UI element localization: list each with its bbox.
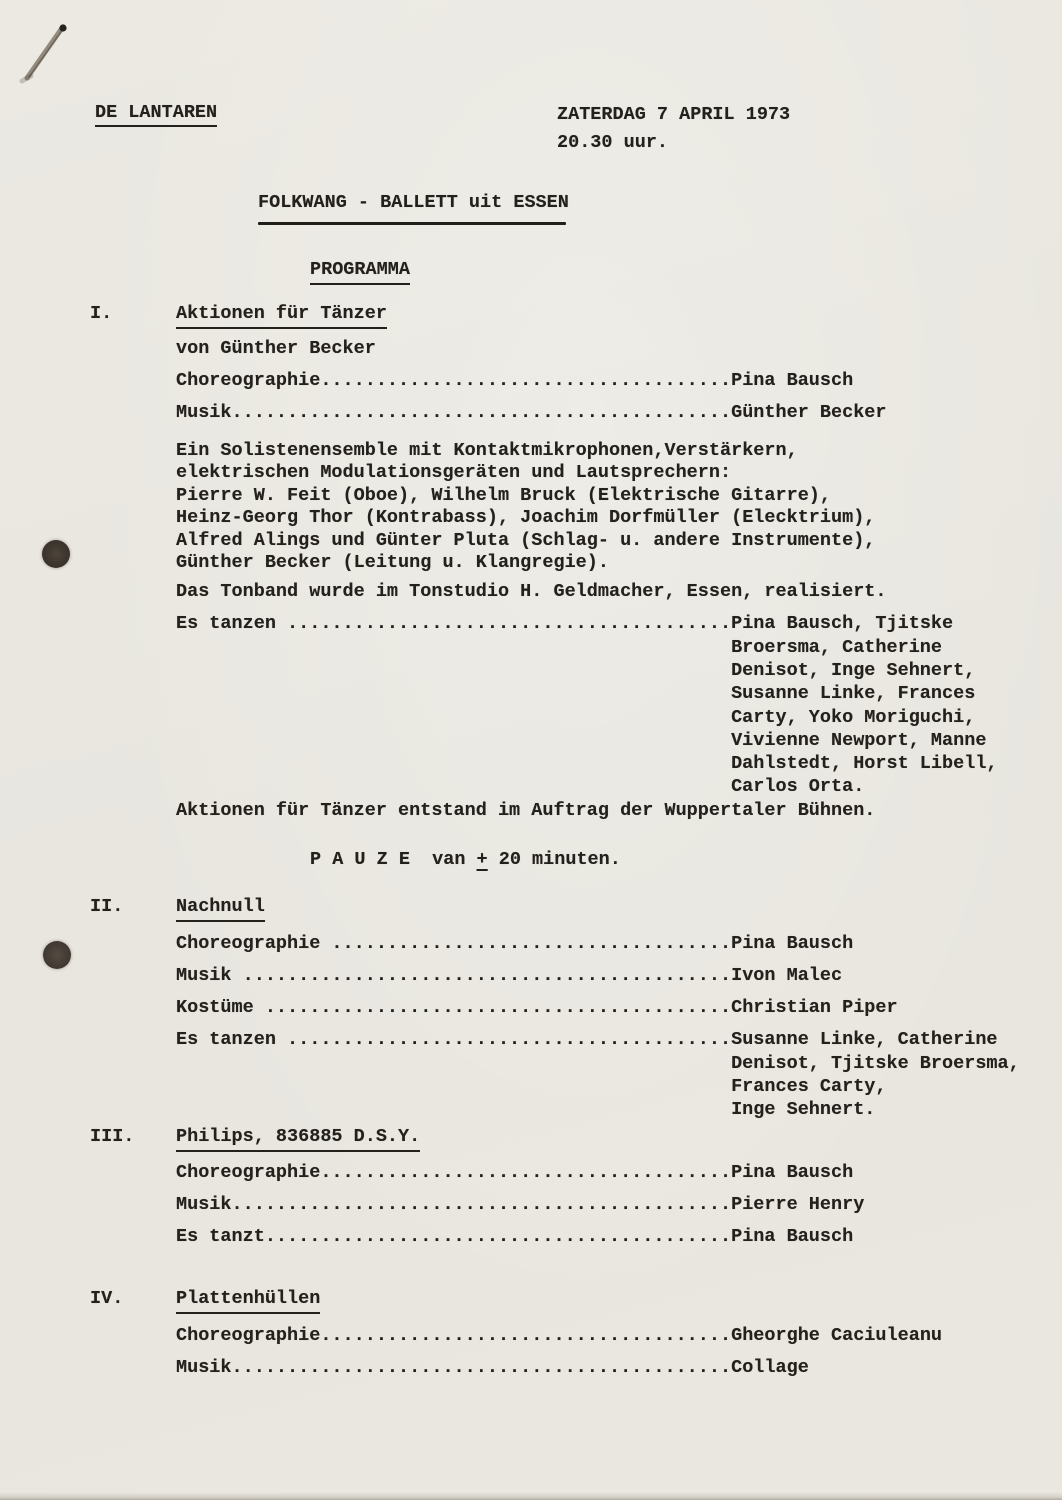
event-title: FOLKWANG - BALLETT uit ESSEN — [258, 192, 569, 213]
dancer-line: Broersma, Catherine — [731, 637, 943, 658]
event-title-underline — [258, 222, 566, 225]
event-date: ZATERDAG 7 APRIL 1973 — [557, 104, 791, 125]
section-4-title-text: Plattenhüllen — [176, 1288, 320, 1314]
punch-hole-top — [42, 540, 70, 568]
description-line: elektrischen Modulationsgeräten und Lautsprechern: — [176, 462, 732, 484]
description-line: Ein Solistenensemble mit Kontaktmikrophonen,Verstärkern, — [176, 440, 798, 461]
section-4-title — [176, 1288, 320, 1314]
dancer-line: Vivienne Newport, Manne — [731, 729, 987, 751]
section-4-number: IV. — [90, 1288, 124, 1309]
section-2-credit-kostume: Kostüme ..........................................Christian Piper — [176, 997, 898, 1018]
section-1-dancers-line: Es tanzen ........................................Pina Bausch, Tjitske — [176, 613, 954, 634]
section-1-subtitle: von Günther Becker — [176, 338, 376, 359]
pauze-suffix: 20 minuten. — [487, 849, 621, 870]
section-2-credit-musik: Musik ............................................Ivon Malec — [176, 965, 843, 986]
event-time: 20.30 uur. — [557, 132, 669, 153]
section-2-credit-choreographie: Choreographie ....................................Pina Bausch — [176, 933, 854, 954]
section-3-title-text: Philips, 836885 D.S.Y. — [176, 1126, 420, 1152]
dancer-line: Frances Carty, — [731, 1076, 887, 1098]
dancer-line: Susanne Linke, Frances — [731, 683, 976, 705]
dancer-line: Carlos Orta. — [731, 776, 865, 798]
section-2-number: II. — [90, 896, 124, 917]
program-heading — [310, 259, 410, 285]
section-1-tonband-note: Das Tonband wurde im Tonstudio H. Geldmacher, Essen, realisiert. — [176, 581, 887, 602]
section-1-credit-choreographie: Choreographie.....................................Pina Bausch — [176, 370, 854, 391]
venue-name — [95, 102, 217, 127]
section-2-title — [176, 896, 265, 922]
description-line: Günther Becker (Leitung u. Klangregie). — [176, 552, 609, 574]
section-4-credit-musik: Musik.............................................Collage — [176, 1357, 809, 1378]
staple-icon — [18, 18, 82, 90]
description-line: Pierre W. Feit (Oboe), Wilhelm Bruck (Elektrische Gitarre), — [176, 484, 832, 506]
pauze-plusminus: + — [476, 849, 488, 870]
section-2-title-text: Nachnull — [176, 896, 265, 922]
description-line: Heinz-Georg Thor (Kontrabass), Joachim Dorfmüller (Elecktrium), — [176, 507, 876, 529]
punch-hole-bottom — [43, 941, 71, 969]
dancer-line: Denisot, Tjitske Broersma, — [731, 1053, 1020, 1074]
pauze-prefix: P A U Z E van — [310, 849, 477, 870]
dancer-line: Dahlstedt, Horst Libell, — [731, 753, 998, 775]
section-3-credit-choreographie: Choreographie.....................................Pina Bausch — [176, 1162, 854, 1183]
section-1-dancers-continuation — [176, 636, 998, 798]
section-3-title — [176, 1126, 420, 1152]
section-1-number: I. — [90, 303, 113, 324]
section-3-credit-musik: Musik.............................................Pierre Henry — [176, 1194, 865, 1215]
section-1-commission-note: Aktionen für Tänzer entstand im Auftrag der Wuppertaler Bühnen. — [176, 800, 876, 821]
section-1-credit-musik: Musik.............................................Günther Becker — [176, 402, 887, 423]
pauze-line — [310, 849, 621, 870]
section-1-title-text: Aktionen für Tänzer — [176, 303, 387, 329]
dancer-line: Carty, Yoko Moriguchi, — [731, 706, 976, 728]
section-2-dancers-line: Es tanzen ........................................Susanne Linke, Catherine — [176, 1029, 998, 1050]
section-1-title — [176, 303, 387, 329]
section-4-credit-choreographie: Choreographie.....................................Gheorghe Caciuleanu — [176, 1325, 943, 1346]
section-3-number: III. — [90, 1126, 135, 1147]
section-2-dancers-continuation — [176, 1052, 1020, 1122]
program-heading-text: PROGRAMMA — [310, 259, 410, 285]
dancer-line: Denisot, Inge Sehnert, — [731, 660, 976, 682]
description-line: Alfred Alings und Günter Pluta (Schlag- u. andere Instrumente), — [176, 529, 876, 551]
section-1-description — [176, 440, 875, 574]
section-3-credit-es-tanzt: Es tanzt..........................................Pina Bausch — [176, 1226, 854, 1247]
venue-name-text: DE LANTAREN — [95, 102, 217, 127]
dancer-line: Inge Sehnert. — [731, 1099, 876, 1121]
paper-bottom-edge — [0, 1492, 1062, 1500]
